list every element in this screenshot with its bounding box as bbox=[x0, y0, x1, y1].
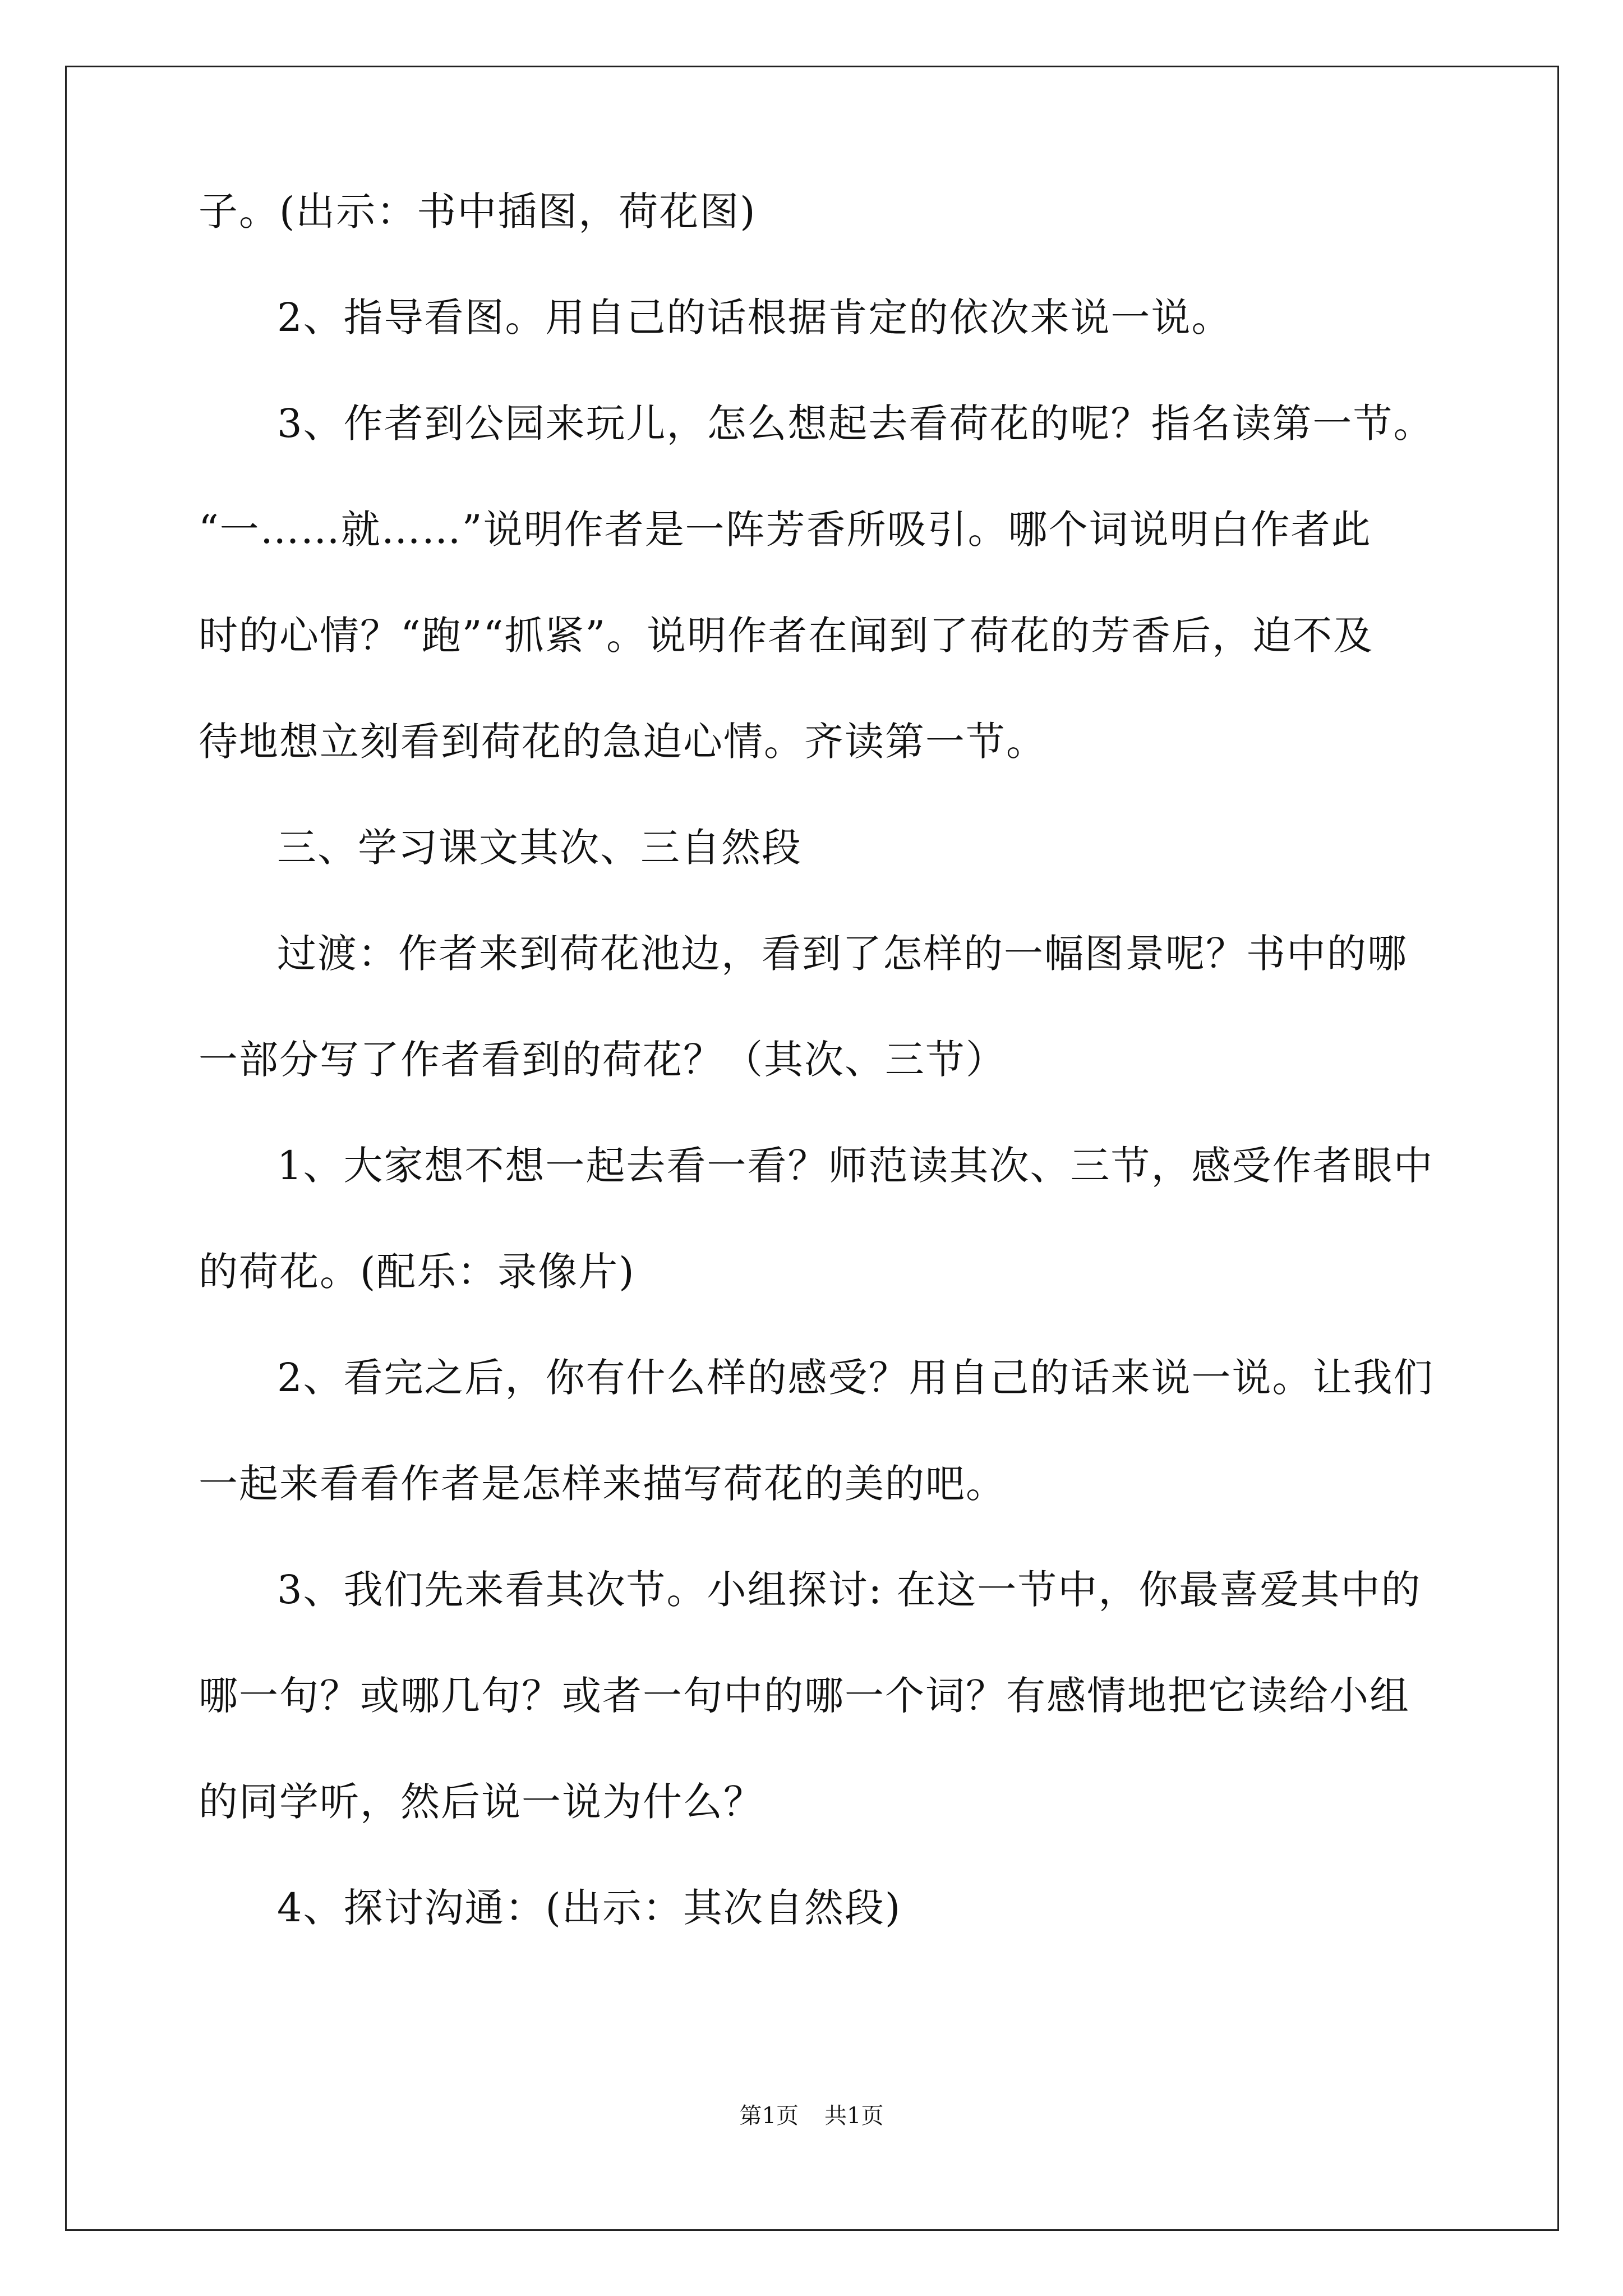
text-line: 3、作者到公园来玩儿，怎么想起去看荷花的呢？指名读第一节。 bbox=[277, 401, 1434, 447]
text-line: 1、大家想不想一起去看一看？师范读其次、三节，感受作者眼中 bbox=[277, 1143, 1434, 1189]
text-line: 3、我们先来看其次节。小组探讨: 在这一节中，你最喜爱其中的 bbox=[277, 1567, 1422, 1613]
text-line: 一部分写了作者看到的荷花？（其次、三节） bbox=[199, 1037, 1006, 1083]
text-line: “一……就……”说明作者是一阵芳香所吸引。哪个词说明白作者此 bbox=[199, 507, 1372, 553]
text-line: 子。(出示：书中插图，荷花图) bbox=[199, 188, 757, 234]
section-heading: 三、学习课文其次、三自然段 bbox=[277, 825, 802, 871]
text-line: 的同学听，然后说一说为什么？ bbox=[199, 1779, 764, 1825]
text-line: 过渡：作者来到荷花池边，看到了怎样的一幅图景呢？书中的哪 bbox=[277, 931, 1408, 977]
text-line: 时的心情？“跑”“抓紧”。说明作者在闻到了荷花的芳香后，迫不及 bbox=[199, 613, 1374, 659]
text-line: 待地想立刻看到荷花的急迫心情。齐读第一节。 bbox=[199, 719, 1046, 765]
text-line: 哪一句？或哪几句？或者一句中的哪一个词？有感情地把它读给小组 bbox=[199, 1673, 1410, 1719]
text-line: 一起来看看作者是怎样来描写荷花的美的吧。 bbox=[199, 1461, 1006, 1507]
page-total: 共1页 bbox=[824, 2103, 884, 2129]
page-number: 第1页 bbox=[739, 2103, 799, 2129]
page-footer bbox=[0, 2099, 1623, 2133]
text-line: 2、看完之后，你有什么样的感受？用自己的话来说一说。让我们 bbox=[277, 1355, 1434, 1401]
text-line: 4、探讨沟通：(出示：其次自然段) bbox=[277, 1885, 902, 1931]
text-line: 的荷花。(配乐：录像片) bbox=[199, 1249, 635, 1295]
text-line: 2、指导看图。用自己的话根据肯定的依次来说一说。 bbox=[277, 295, 1232, 341]
